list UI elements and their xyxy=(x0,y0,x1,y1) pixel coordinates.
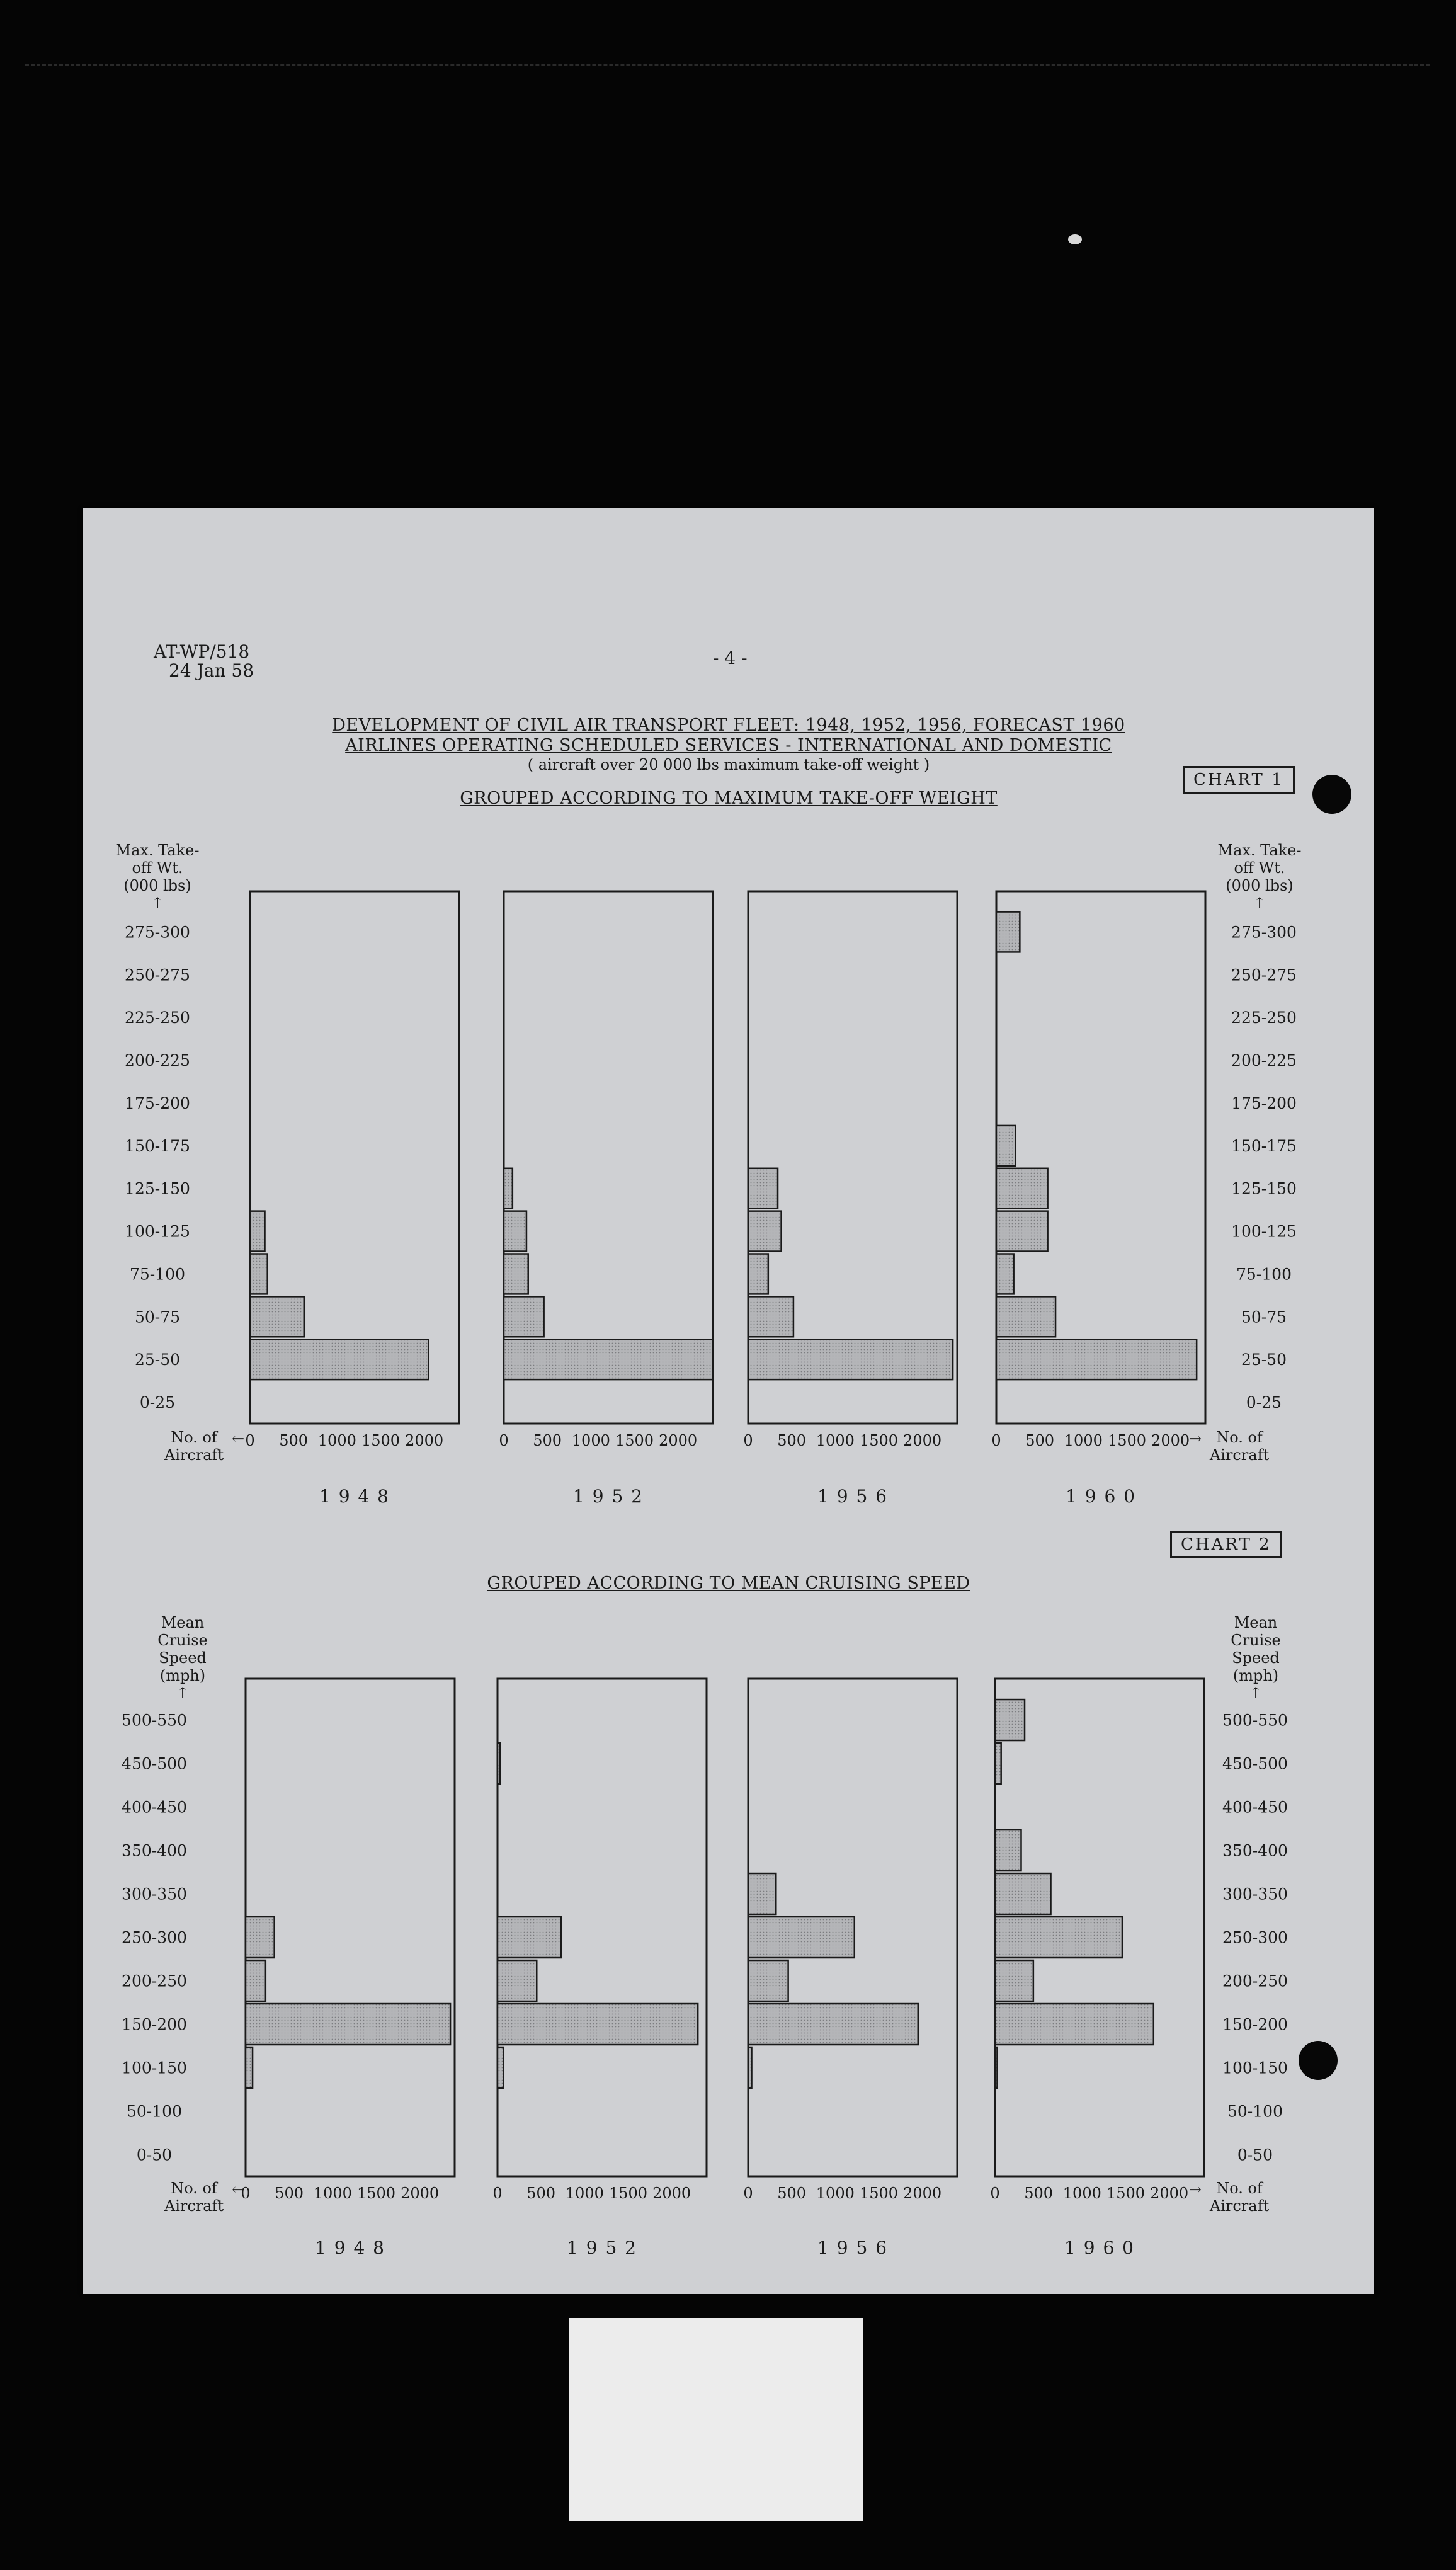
chart1-title: GROUPED ACCORDING TO MAXIMUM TAKE-OFF WEIGHT xyxy=(460,789,998,808)
c2-left-tick-250-300: 250-300 xyxy=(122,1928,187,1947)
c1-bar-3-100-125 xyxy=(996,1211,1048,1252)
c1-xtick-3-1500: 1500 xyxy=(1107,1432,1147,1449)
c1-left-tick-225-250: 225-250 xyxy=(125,1008,190,1027)
c1-xlabel-right-arrow: → xyxy=(1189,1430,1202,1448)
c2-xtick-1-0: 0 xyxy=(492,2184,503,2202)
c1-ylabel-right: off Wt. xyxy=(1234,859,1285,877)
c1-bar-0-50-75 xyxy=(250,1296,304,1337)
c2-xtick-0-1500: 1500 xyxy=(356,2184,396,2202)
c2-xtick-3-1500: 1500 xyxy=(1106,2184,1146,2202)
c2-ylabel-right: Cruise xyxy=(1231,1631,1281,1649)
chart1-badge: CHART 1 xyxy=(1183,766,1295,794)
c2-right-tick-150-200: 150-200 xyxy=(1222,2015,1288,2034)
chart2-badge: CHART 2 xyxy=(1170,1531,1282,1558)
c2-ylabel-left: (mph) xyxy=(159,1667,206,1684)
c2-bar-3-250-300 xyxy=(995,1917,1122,1958)
c2-right-tick-0-50: 0-50 xyxy=(1237,2145,1273,2164)
c1-xlabel-left-arrow: ← xyxy=(232,1430,245,1448)
c1-xtick-3-500: 500 xyxy=(1025,1432,1055,1449)
c2-xtick-2-2000: 2000 xyxy=(903,2184,942,2202)
c1-ylabel-right-arrow: ↑ xyxy=(1253,894,1266,912)
c1-xtick-2-1000: 1000 xyxy=(816,1432,855,1449)
c2-left-tick-350-400: 350-400 xyxy=(122,1841,187,1860)
c1-left-tick-75-100: 75-100 xyxy=(130,1265,185,1284)
c2-bar-2-100-150 xyxy=(748,2047,752,2088)
c2-ylabel-right: Speed xyxy=(1232,1649,1280,1667)
c2-series-label-1: 1 9 5 2 xyxy=(567,2237,637,2258)
c2-bar-1-150-200 xyxy=(498,2004,698,2045)
c1-left-tick-50-75: 50-75 xyxy=(134,1308,181,1327)
c1-series-label-0: 1 9 4 8 xyxy=(319,1486,390,1507)
c2-bar-0-150-200 xyxy=(246,2004,450,2045)
c1-xtick-0-0: 0 xyxy=(245,1432,255,1449)
c2-left-tick-450-500: 450-500 xyxy=(122,1754,187,1773)
c2-xtick-0-2000: 2000 xyxy=(401,2184,440,2202)
c1-xlabel-right: No. of xyxy=(1216,1429,1263,1446)
c1-xtick-3-0: 0 xyxy=(991,1432,1001,1449)
c1-bar-1-125-150 xyxy=(504,1168,513,1209)
c1-xtick-1-1500: 1500 xyxy=(615,1432,654,1449)
c2-xtick-2-0: 0 xyxy=(743,2184,753,2202)
c1-xtick-2-500: 500 xyxy=(777,1432,807,1449)
c2-right-tick-400-450: 400-450 xyxy=(1222,1798,1288,1817)
c1-xtick-2-1500: 1500 xyxy=(859,1432,899,1449)
c1-left-tick-0-25: 0-25 xyxy=(139,1393,176,1412)
c1-bar-2-125-150 xyxy=(748,1168,778,1209)
c1-right-tick-250-275: 250-275 xyxy=(1231,966,1297,985)
c1-right-tick-50-75: 50-75 xyxy=(1241,1308,1287,1327)
c1-left-tick-200-225: 200-225 xyxy=(125,1051,190,1070)
c1-right-tick-100-125: 100-125 xyxy=(1231,1222,1297,1241)
c2-xtick-3-2000: 2000 xyxy=(1150,2184,1189,2202)
c1-bar-0-25-50 xyxy=(250,1339,429,1379)
c1-bar-3-50-75 xyxy=(996,1296,1055,1337)
c2-series-label-2: 1 9 5 6 xyxy=(817,2237,888,2258)
c1-left-tick-25-50: 25-50 xyxy=(134,1351,181,1369)
page-number: - 4 - xyxy=(713,648,748,668)
c2-xlabel-left: Aircraft xyxy=(164,2197,224,2215)
c2-xlabel-left: No. of xyxy=(171,2179,217,2197)
c1-xtick-0-500: 500 xyxy=(279,1432,309,1449)
c1-bar-1-100-125 xyxy=(504,1211,526,1252)
c2-bar-3-450-500 xyxy=(995,1743,1001,1784)
c1-bar-2-50-75 xyxy=(748,1296,793,1337)
c2-right-tick-200-250: 200-250 xyxy=(1222,1972,1288,1990)
c2-bar-0-100-150 xyxy=(246,2047,253,2088)
c2-bar-1-100-150 xyxy=(498,2047,504,2088)
c2-xlabel-right: Aircraft xyxy=(1209,2197,1270,2215)
c1-xtick-1-500: 500 xyxy=(533,1432,562,1449)
c1-bar-3-25-50 xyxy=(996,1339,1197,1379)
document-id: AT-WP/518 xyxy=(154,641,250,662)
c1-xlabel-right: Aircraft xyxy=(1209,1446,1270,1464)
c2-bar-2-250-300 xyxy=(748,1917,855,1958)
c1-right-tick-0-25: 0-25 xyxy=(1246,1393,1282,1412)
c2-xtick-3-1000: 1000 xyxy=(1062,2184,1101,2202)
c2-ylabel-right: Mean xyxy=(1234,1614,1278,1631)
c2-xtick-2-500: 500 xyxy=(777,2184,807,2202)
c1-xtick-0-1500: 1500 xyxy=(361,1432,401,1449)
c1-bar-3-75-100 xyxy=(996,1254,1014,1294)
c2-bar-0-250-300 xyxy=(246,1917,275,1958)
c2-left-tick-100-150: 100-150 xyxy=(122,2059,187,2077)
c1-ylabel-left-arrow: ↑ xyxy=(151,894,164,912)
c2-bar-2-300-350 xyxy=(748,1873,776,1914)
c2-left-tick-150-200: 150-200 xyxy=(122,2015,187,2034)
c2-right-tick-450-500: 450-500 xyxy=(1222,1754,1288,1773)
c2-left-tick-500-550: 500-550 xyxy=(122,1711,187,1730)
c1-xtick-2-0: 0 xyxy=(743,1432,753,1449)
c2-right-tick-250-300: 250-300 xyxy=(1222,1928,1288,1947)
c2-ylabel-right-arrow: ↑ xyxy=(1249,1684,1263,1702)
c2-right-tick-100-150: 100-150 xyxy=(1222,2059,1288,2077)
c2-bar-0-200-250 xyxy=(246,1960,266,2001)
c1-xtick-1-2000: 2000 xyxy=(659,1432,698,1449)
c2-bar-3-500-550 xyxy=(995,1699,1025,1740)
c1-ylabel-right: (000 lbs) xyxy=(1226,877,1294,894)
c2-bar-3-100-150 xyxy=(995,2047,997,2088)
c1-series-label-3: 1 9 6 0 xyxy=(1066,1486,1136,1507)
c1-bar-3-275-300 xyxy=(996,912,1020,952)
c2-ylabel-left: Cruise xyxy=(157,1631,208,1649)
c1-bar-3-150-175 xyxy=(996,1126,1015,1166)
c2-bar-3-350-400 xyxy=(995,1830,1021,1871)
c1-right-tick-125-150: 125-150 xyxy=(1231,1179,1297,1198)
c1-bar-2-75-100 xyxy=(748,1254,768,1294)
c2-xtick-0-500: 500 xyxy=(275,2184,304,2202)
c2-series-label-0: 1 9 4 8 xyxy=(315,2237,385,2258)
c2-ylabel-right: (mph) xyxy=(1232,1667,1279,1684)
c2-bar-1-250-300 xyxy=(498,1917,561,1958)
main-title: DEVELOPMENT OF CIVIL AIR TRANSPORT FLEET: 1948, 1952, 1956, FORECAST 1960 xyxy=(332,716,1125,735)
c2-ylabel-left-arrow: ↑ xyxy=(176,1684,190,1702)
c1-bar-3-125-150 xyxy=(996,1168,1048,1209)
c1-right-tick-175-200: 175-200 xyxy=(1231,1094,1297,1112)
c1-bar-1-75-100 xyxy=(504,1254,528,1294)
c1-xtick-1-1000: 1000 xyxy=(571,1432,610,1449)
c1-bar-0-100-125 xyxy=(250,1211,265,1252)
c1-xtick-1-0: 0 xyxy=(499,1432,509,1449)
c2-xtick-3-500: 500 xyxy=(1024,2184,1054,2202)
c2-left-tick-400-450: 400-450 xyxy=(122,1798,187,1817)
c1-right-tick-150-175: 150-175 xyxy=(1231,1136,1297,1155)
archive-label-card xyxy=(569,2318,863,2521)
c1-left-tick-275-300: 275-300 xyxy=(125,923,190,942)
c1-right-tick-25-50: 25-50 xyxy=(1241,1351,1287,1369)
c1-right-tick-225-250: 225-250 xyxy=(1231,1008,1297,1027)
c1-xlabel-left: No. of xyxy=(171,1429,217,1446)
c1-xtick-3-1000: 1000 xyxy=(1064,1432,1103,1449)
c1-left-tick-100-125: 100-125 xyxy=(125,1222,190,1241)
c1-left-tick-175-200: 175-200 xyxy=(125,1094,190,1112)
c1-bar-2-25-50 xyxy=(748,1339,953,1379)
c2-bar-2-200-250 xyxy=(748,1960,788,2001)
c2-right-tick-350-400: 350-400 xyxy=(1222,1841,1288,1860)
c1-bar-1-25-50 xyxy=(504,1339,713,1379)
c2-xlabel-right: No. of xyxy=(1216,2179,1263,2197)
document-date: 24 Jan 58 xyxy=(169,660,254,681)
c1-xtick-3-2000: 2000 xyxy=(1151,1432,1190,1449)
c1-right-tick-200-225: 200-225 xyxy=(1231,1051,1297,1070)
c2-xtick-1-500: 500 xyxy=(526,2184,556,2202)
c2-xtick-2-1000: 1000 xyxy=(816,2184,855,2202)
c1-ylabel-left: (000 lbs) xyxy=(123,877,191,894)
c2-xtick-1-2000: 2000 xyxy=(652,2184,691,2202)
c2-bar-1-450-500 xyxy=(498,1743,500,1784)
c2-ylabel-left: Mean xyxy=(161,1614,205,1631)
c2-xtick-2-1500: 1500 xyxy=(859,2184,899,2202)
c1-right-tick-275-300: 275-300 xyxy=(1231,923,1297,942)
c2-bar-3-300-350 xyxy=(995,1873,1051,1914)
c2-right-tick-500-550: 500-550 xyxy=(1222,1711,1288,1730)
c1-series-label-2: 1 9 5 6 xyxy=(817,1486,888,1507)
c2-bar-3-200-250 xyxy=(995,1960,1033,2001)
c1-xtick-2-2000: 2000 xyxy=(903,1432,942,1449)
c2-panel-0 xyxy=(246,1679,455,2176)
c1-bar-1-50-75 xyxy=(504,1296,544,1337)
main-title-line-2: AIRLINES OPERATING SCHEDULED SERVICES - INTERNATIONAL AND DOMESTIC xyxy=(345,736,1112,755)
c1-xtick-0-1000: 1000 xyxy=(317,1432,356,1449)
c2-left-tick-200-250: 200-250 xyxy=(122,1972,187,1990)
c1-ylabel-left: Max. Take- xyxy=(115,842,200,859)
c2-bar-3-150-200 xyxy=(995,2004,1154,2045)
c1-ylabel-left: off Wt. xyxy=(132,859,183,877)
c2-xlabel-left-arrow: ← xyxy=(232,2181,245,2198)
c1-series-label-1: 1 9 5 2 xyxy=(573,1486,644,1507)
c1-left-tick-125-150: 125-150 xyxy=(125,1179,190,1198)
c2-xtick-1-1500: 1500 xyxy=(608,2184,648,2202)
main-subtitle: ( aircraft over 20 000 lbs maximum take-off weight ) xyxy=(527,756,930,774)
c2-xtick-0-1000: 1000 xyxy=(313,2184,352,2202)
c2-bar-2-150-200 xyxy=(748,2004,918,2045)
c1-bar-0-75-100 xyxy=(250,1254,268,1294)
c1-right-tick-75-100: 75-100 xyxy=(1236,1265,1292,1284)
c1-left-tick-250-275: 250-275 xyxy=(125,966,190,985)
c2-right-tick-300-350: 300-350 xyxy=(1222,1885,1288,1904)
c1-bar-2-100-125 xyxy=(748,1211,782,1252)
chart2-title: GROUPED ACCORDING TO MEAN CRUISING SPEED xyxy=(487,1573,970,1593)
c2-bar-1-200-250 xyxy=(498,1960,537,2001)
c1-xtick-0-2000: 2000 xyxy=(405,1432,444,1449)
c2-left-tick-300-350: 300-350 xyxy=(122,1885,187,1904)
c2-series-label-3: 1 9 6 0 xyxy=(1064,2237,1135,2258)
c2-ylabel-left: Speed xyxy=(159,1649,207,1667)
c2-xtick-0-0: 0 xyxy=(241,2184,251,2202)
c2-right-tick-50-100: 50-100 xyxy=(1227,2102,1283,2121)
c1-left-tick-150-175: 150-175 xyxy=(125,1136,190,1155)
c2-xlabel-right-arrow: → xyxy=(1189,2181,1202,2198)
c1-xlabel-left: Aircraft xyxy=(164,1446,224,1464)
c2-xtick-1-1000: 1000 xyxy=(565,2184,604,2202)
c2-left-tick-50-100: 50-100 xyxy=(127,2102,182,2121)
c2-xtick-3-0: 0 xyxy=(990,2184,1000,2202)
c2-left-tick-0-50: 0-50 xyxy=(136,2145,173,2164)
c1-ylabel-right: Max. Take- xyxy=(1217,842,1302,859)
